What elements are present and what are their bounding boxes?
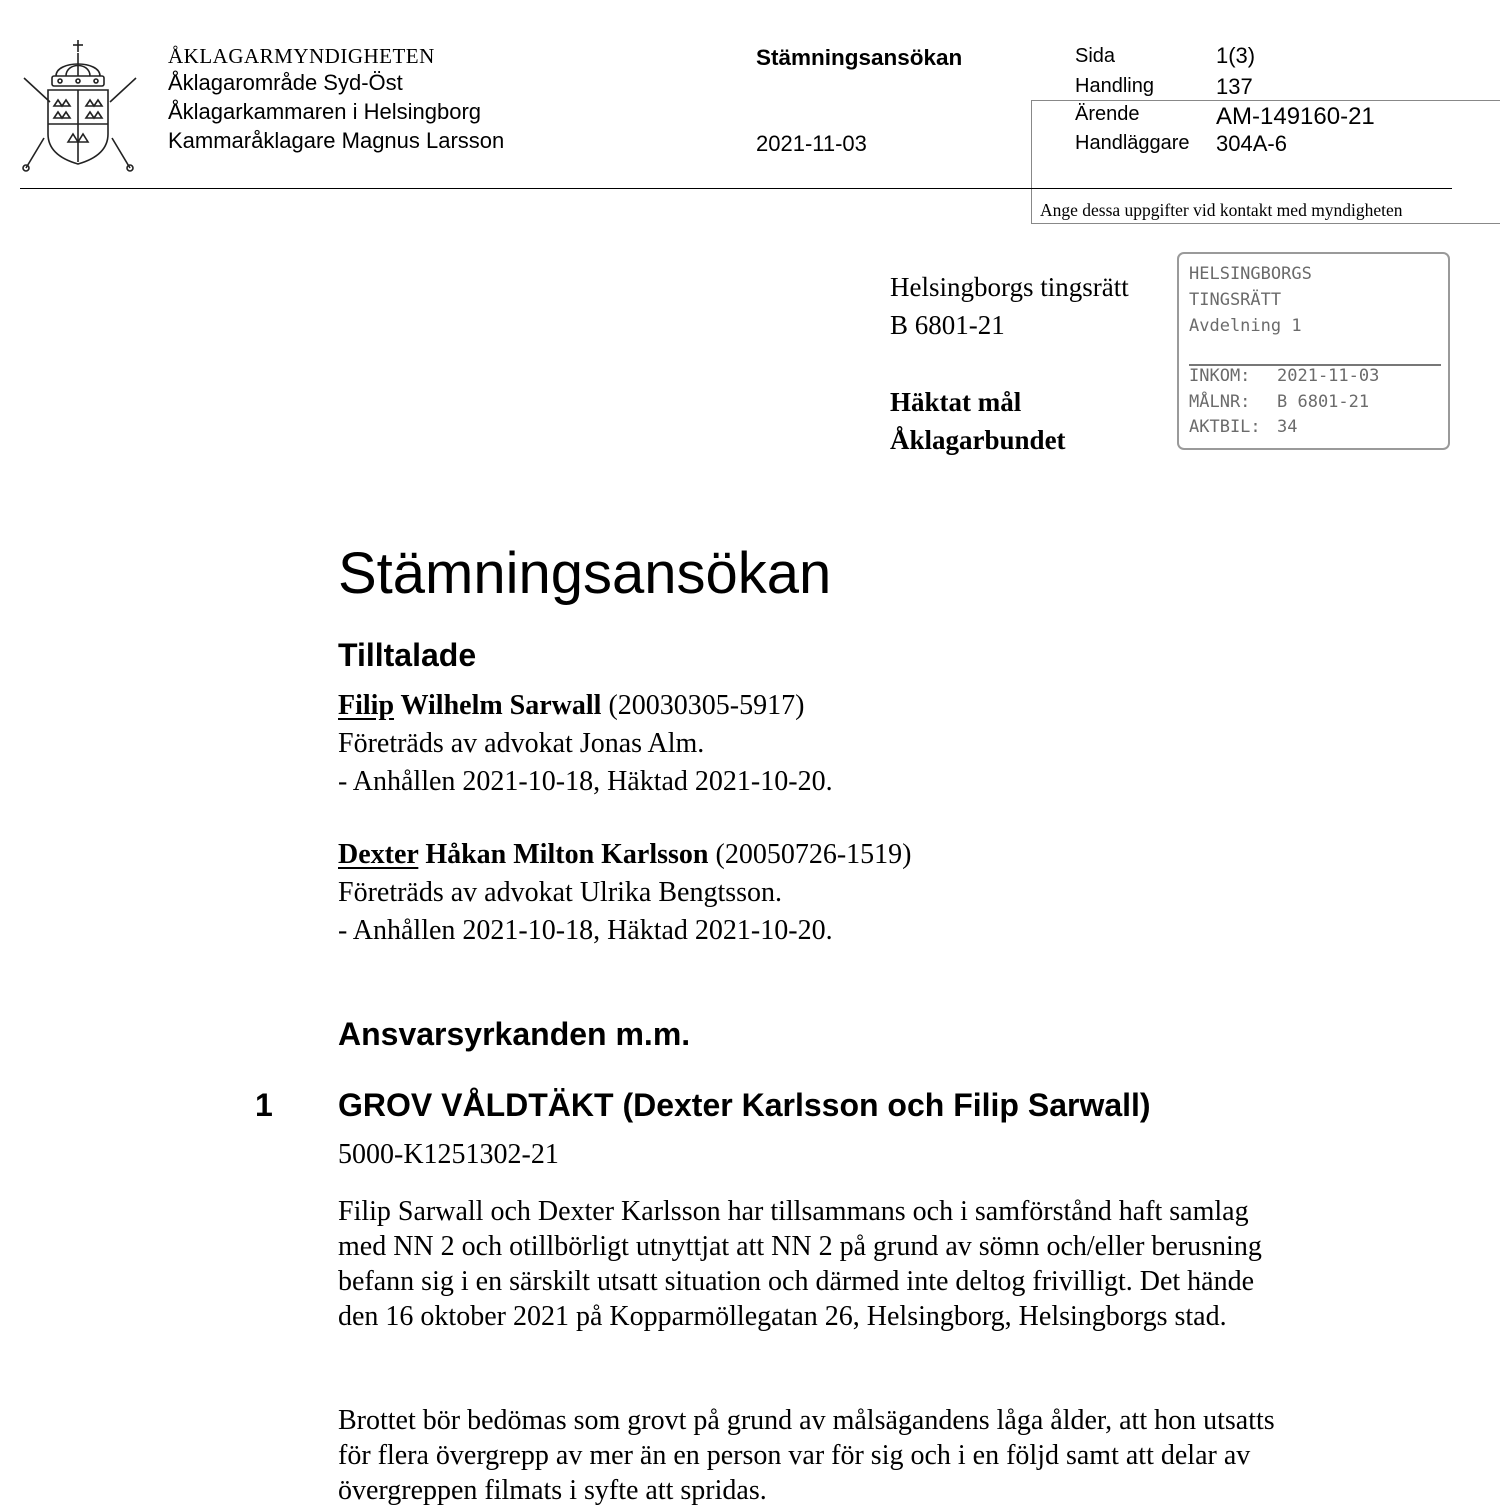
defendant-1-name-line	[338, 688, 833, 723]
header-doc-date: 2021-11-03	[756, 131, 867, 156]
meta-arende-value: AM-149160-21	[1216, 103, 1375, 130]
agency-block	[168, 44, 504, 155]
stamp-line-2: TINGSRÄTT	[1189, 290, 1282, 310]
meta-handling-value: 137	[1216, 74, 1253, 99]
charge-paragraph-1: Filip Sarwall och Dexter Karlsson har tillsammans och i samförstånd haft samlag med NN 2 och otillbörligt utnyttjat att NN 2 på grund av sömn och/eller berusning befann sig i en särskilt utsatt situation och därmed inte deltog frivilligt. Det hände den 16 oktober 2021 på Kopparmöllegatan 26, Helsingborg, Helsingborgs stad.	[338, 1196, 1262, 1332]
stamp-inkom-value: 2021-11-03	[1277, 366, 1380, 386]
defendant-1-id: (20030305-5917)	[601, 690, 805, 721]
agency-prosecutor: Kammaråklagare Magnus Larsson	[168, 128, 505, 153]
meta-sida-label: Sida	[1075, 45, 1116, 67]
charge-title: GROV VÅLDTÄKT (Dexter Karlsson och Filip Sarwall)	[338, 1087, 1151, 1123]
stamp-inkom-label: INKOM:	[1189, 366, 1251, 386]
defendant-2-id: (20050726-1519)	[708, 839, 912, 870]
defendant-2-first-name: Dexter	[338, 839, 419, 870]
court-status-detained: Häktat mål	[890, 387, 1022, 417]
stamp-line-3: Avdelning 1	[1189, 316, 1302, 336]
agency-chamber: Åklagarkammaren i Helsingborg	[168, 99, 482, 124]
stamp-malnr-label: MÅLNR:	[1189, 392, 1251, 412]
defendant-1-custody: - Anhållen 2021-10-18, Häktad 2021-10-20.	[338, 766, 833, 797]
defendant-1-first-name: Filip	[338, 690, 395, 721]
defendant-2-rest-name: Håkan Milton Karlsson	[418, 839, 709, 870]
document-title: Stämningsansökan	[338, 541, 832, 606]
stamp-malnr-value: B 6801-21	[1277, 392, 1370, 412]
charge-paragraph-2: Brottet bör bedömas som grovt på grund av målsägandens låga ålder, att hon utsatts för flera övergrepp av mer än en person var för sig och i en följd samt att delar av övergreppen filmats i syfte att spridas.	[338, 1405, 1275, 1506]
agency-area: Åklagarområde Syd-Öst	[168, 70, 403, 95]
defendant-2-counsel: Företräds av advokat Ulrika Bengtsson.	[338, 877, 783, 908]
contact-note: Ange dessa uppgifter vid kontakt med myndigheten	[1040, 200, 1403, 220]
defendant-2-name-line	[338, 837, 911, 872]
meta-handling-label: Handling	[1075, 75, 1154, 97]
court-received-stamp	[1177, 252, 1450, 450]
meta-sida-value: 1(3)	[1216, 43, 1256, 68]
stamp-aktbil-label: AKTBIL:	[1189, 417, 1261, 437]
coat-of-arms-logo	[20, 38, 140, 174]
charge-number: 1	[255, 1087, 273, 1123]
court-case-number: B 6801-21	[890, 310, 1005, 340]
defendant-2-custody: - Anhållen 2021-10-18, Häktad 2021-10-20.	[338, 915, 833, 946]
meta-handlaggare-label: Handläggare	[1075, 132, 1190, 154]
defendant-1	[338, 688, 833, 799]
defendant-1-counsel: Företräds av advokat Jonas Alm.	[338, 728, 705, 759]
claims-heading: Ansvarsyrkanden m.m.	[338, 1016, 691, 1052]
stamp-line-1: HELSINGBORGS	[1189, 264, 1312, 284]
header-doc-type: Stämningsansökan	[756, 45, 963, 70]
stamp-aktbil-value: 34	[1277, 417, 1298, 437]
header-divider	[20, 188, 1452, 189]
court-name: Helsingborgs tingsrätt	[890, 272, 1129, 302]
charge-reference: 5000-K1251302-21	[338, 1139, 559, 1170]
court-status-prosecutor-bound: Åklagarbundet	[890, 425, 1066, 455]
meta-handlaggare-value: 304A-6	[1216, 131, 1287, 156]
defendants-heading: Tilltalade	[338, 637, 477, 673]
meta-arende-label: Ärende	[1075, 103, 1140, 125]
agency-name: ÅKLAGARMYNDIGHETEN	[168, 44, 435, 68]
defendant-2	[338, 837, 911, 948]
defendant-1-rest-name: Wilhelm Sarwall	[394, 690, 602, 721]
